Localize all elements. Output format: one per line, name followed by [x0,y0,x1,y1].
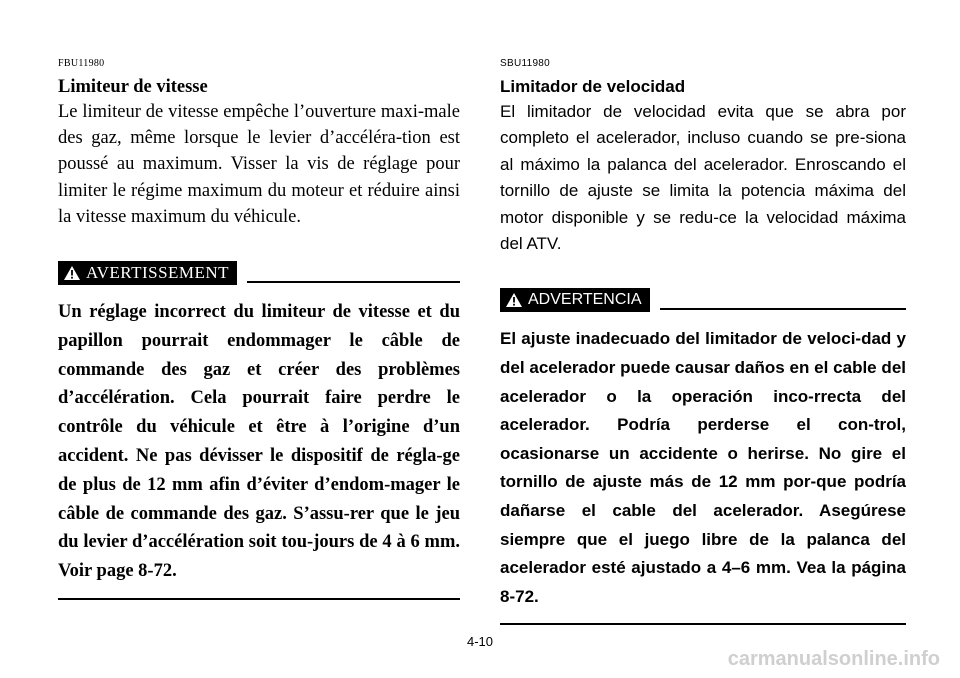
warning-rule [247,281,460,283]
warning-triangle-icon [506,293,522,307]
warning-label: AVERTISSEMENT [86,263,230,283]
warning-label: ADVERTENCIA [528,291,642,309]
warning-header [500,287,906,313]
warning-bottom-rule [58,598,460,600]
warning-rule [660,308,906,310]
warning-text: Un réglage incorrect du limiteur de vitesse et du papillon pourrait endommager le câble de commande des gaz et créer des problèmes d’accélération. Cela pourrait faire perdre le contrôle du véhicule et être à l’origine d’un accident. Ne pas dévisser le dispositif de régla-ge de plus de 12 mm afin d’éviter d’endom-mager le câble de commande des gaz. S’assu-rer que le jeu du levier d’accélération soit tou-jours de 4 à 6 mm. Voir page 8-72. [58,302,460,582]
warning-bottom-rule [500,623,906,625]
warning-header [58,260,460,286]
section-code: FBU11980 [58,58,105,69]
section-title: Limitador de velocidad [500,77,686,96]
spanish-column [500,58,906,625]
section-code: SBU11980 [500,58,551,69]
section-title: Limiteur de vitesse [58,77,208,97]
watermark: carmanualsonline.info [727,648,940,670]
section-body: El limitador de velocidad evita que se abra por completo el acelerador, incluso cuando se pre-siona al máximo la palanca del acelerador. Enroscando el tornillo de ajuste se limita la potencia máxima del motor disponible y se redu-ce la velocidad máxima del ATV. [500,102,906,254]
section-body: Le limiteur de vitesse empêche l’ouverture maxi-male des gaz, même lorsque le levier d’accéléra-tion est poussé au maximum. Visser la vis de réglage pour limiter le régime maximum du moteur et réduire ainsi la vitesse maximum du véhicule. [58,102,460,227]
warning-triangle-icon [64,266,80,280]
warning-badge [500,288,650,312]
page-number: 4-10 [466,634,494,649]
warning-badge [58,261,237,285]
warning-text: El ajuste inadecuado del limitador de veloci-dad y del acelerador puede causar daños en el cable del acelerador o la operación inco-rrecta del acelerador. Podría perderse el con-trol, ocasionarse un accidente o herirse. No gire el tornillo de ajuste más de 12 mm por-que podría dañarse el cable del acelerador. Asegúrese siempre que el juego libre de la palanca del acelerador esté ajustado a 4–6 mm. Vea la página 8-72. [500,329,906,606]
french-column [58,58,460,600]
